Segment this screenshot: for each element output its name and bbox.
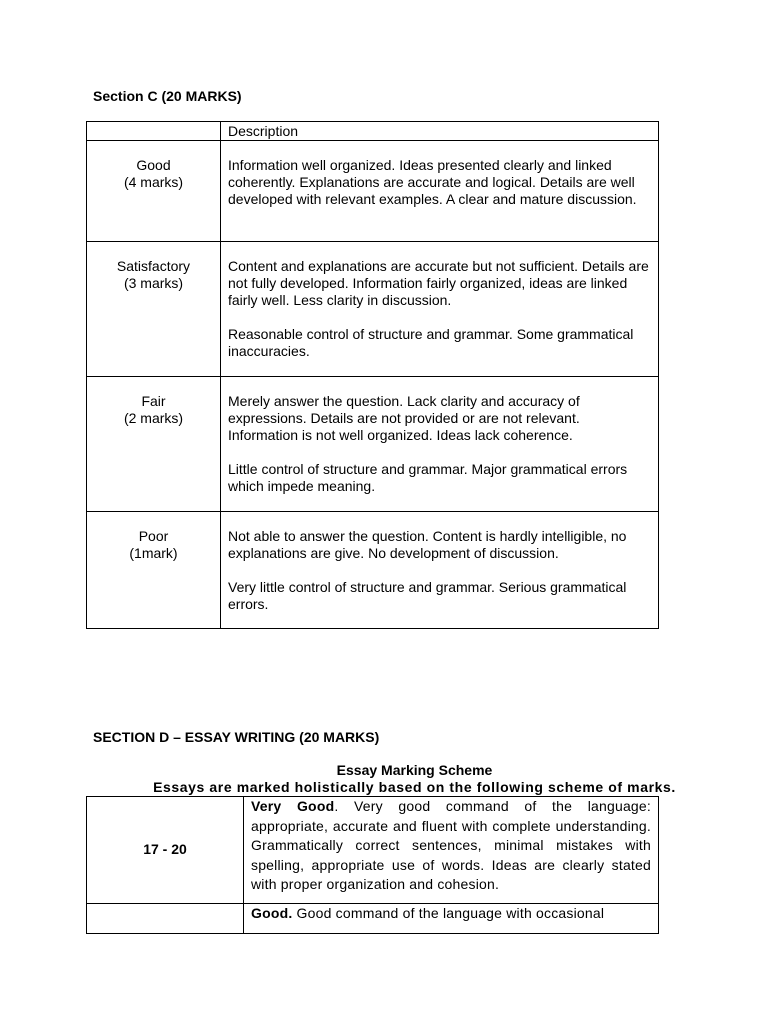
level-name: Fair <box>141 393 166 409</box>
section-d-title: SECTION D – ESSAY WRITING (20 MARKS) <box>93 729 380 745</box>
level-marks: (3 marks) <box>123 275 184 291</box>
band-level: Very Good <box>251 798 335 814</box>
description-cell <box>221 242 659 377</box>
description-paragraph: Content and explanations are accurate but not sufficient. Details are not fully developed. Information fairly organized, ideas are linked fairly well. Less clarity in discussion. <box>228 258 649 308</box>
score-range-cell <box>87 797 244 903</box>
level-cell <box>87 141 221 242</box>
scheme-title: Essay Marking Scheme <box>336 762 493 778</box>
description-cell <box>221 377 659 512</box>
level-cell <box>87 242 221 377</box>
description-paragraph: Not able to answer the question. Content is hardly intelligible, no explanations are give. No development of discussion. <box>228 528 627 561</box>
description-cell <box>221 512 659 629</box>
score-range-cell <box>87 904 244 934</box>
description-paragraph: Reasonable control of structure and grammar. Some grammatical inaccuracies. <box>228 326 634 359</box>
level-marks: (2 marks) <box>123 410 184 426</box>
header-description: Description <box>221 122 659 141</box>
level-marks: (1mark) <box>129 545 178 561</box>
description-cell <box>244 797 658 903</box>
scheme-subtitle: Essays are marked holistically based on the following scheme of marks. <box>153 779 676 795</box>
table-row <box>87 141 659 242</box>
description-cell <box>244 904 658 934</box>
section-c-title: Section C (20 MARKS) <box>93 88 242 104</box>
level-name: Satisfactory <box>116 258 191 274</box>
score-range: 17 - 20 <box>143 841 187 858</box>
band-description: Good command of the language with occasional <box>292 905 605 921</box>
table-row <box>87 512 659 629</box>
essay-marking-table <box>86 796 659 934</box>
table-row <box>87 377 659 512</box>
description-cell <box>221 141 659 242</box>
table-header-row <box>87 122 659 141</box>
band-level: Good. <box>251 905 293 921</box>
section-c-rubric-table <box>86 121 659 629</box>
level-name: Poor <box>138 528 169 544</box>
description-paragraph: Merely answer the question. Lack clarity and accuracy of expressions. Details are not provided or are not relevant. Information is not well organized. Ideas lack coherence. <box>228 393 580 443</box>
level-marks: (4 marks) <box>123 174 184 190</box>
table-row <box>87 242 659 377</box>
description-paragraph: Very little control of structure and grammar. Serious grammatical errors. <box>228 579 627 612</box>
level-cell <box>87 377 221 512</box>
level-name: Good <box>136 157 171 173</box>
table-row <box>87 797 658 904</box>
header-blank-cell <box>87 122 221 141</box>
description-paragraph: Information well organized. Ideas presented clearly and linked coherently. Explanations are accurate and logical. Details are well developed with relevant examples. A clear and mature discussion. <box>228 157 637 207</box>
band-description: . Very good command of the language: appropriate, accurate and fluent with complete understanding. Grammatically correct sentences, minimal mistakes with spelling, appropriate use of words. Ideas are clearly stated with proper organization and cohesion. <box>251 798 651 892</box>
description-paragraph: Little control of structure and grammar. Major grammatical errors which impede meaning. <box>228 461 628 494</box>
table-row <box>87 904 658 934</box>
level-cell <box>87 512 221 629</box>
